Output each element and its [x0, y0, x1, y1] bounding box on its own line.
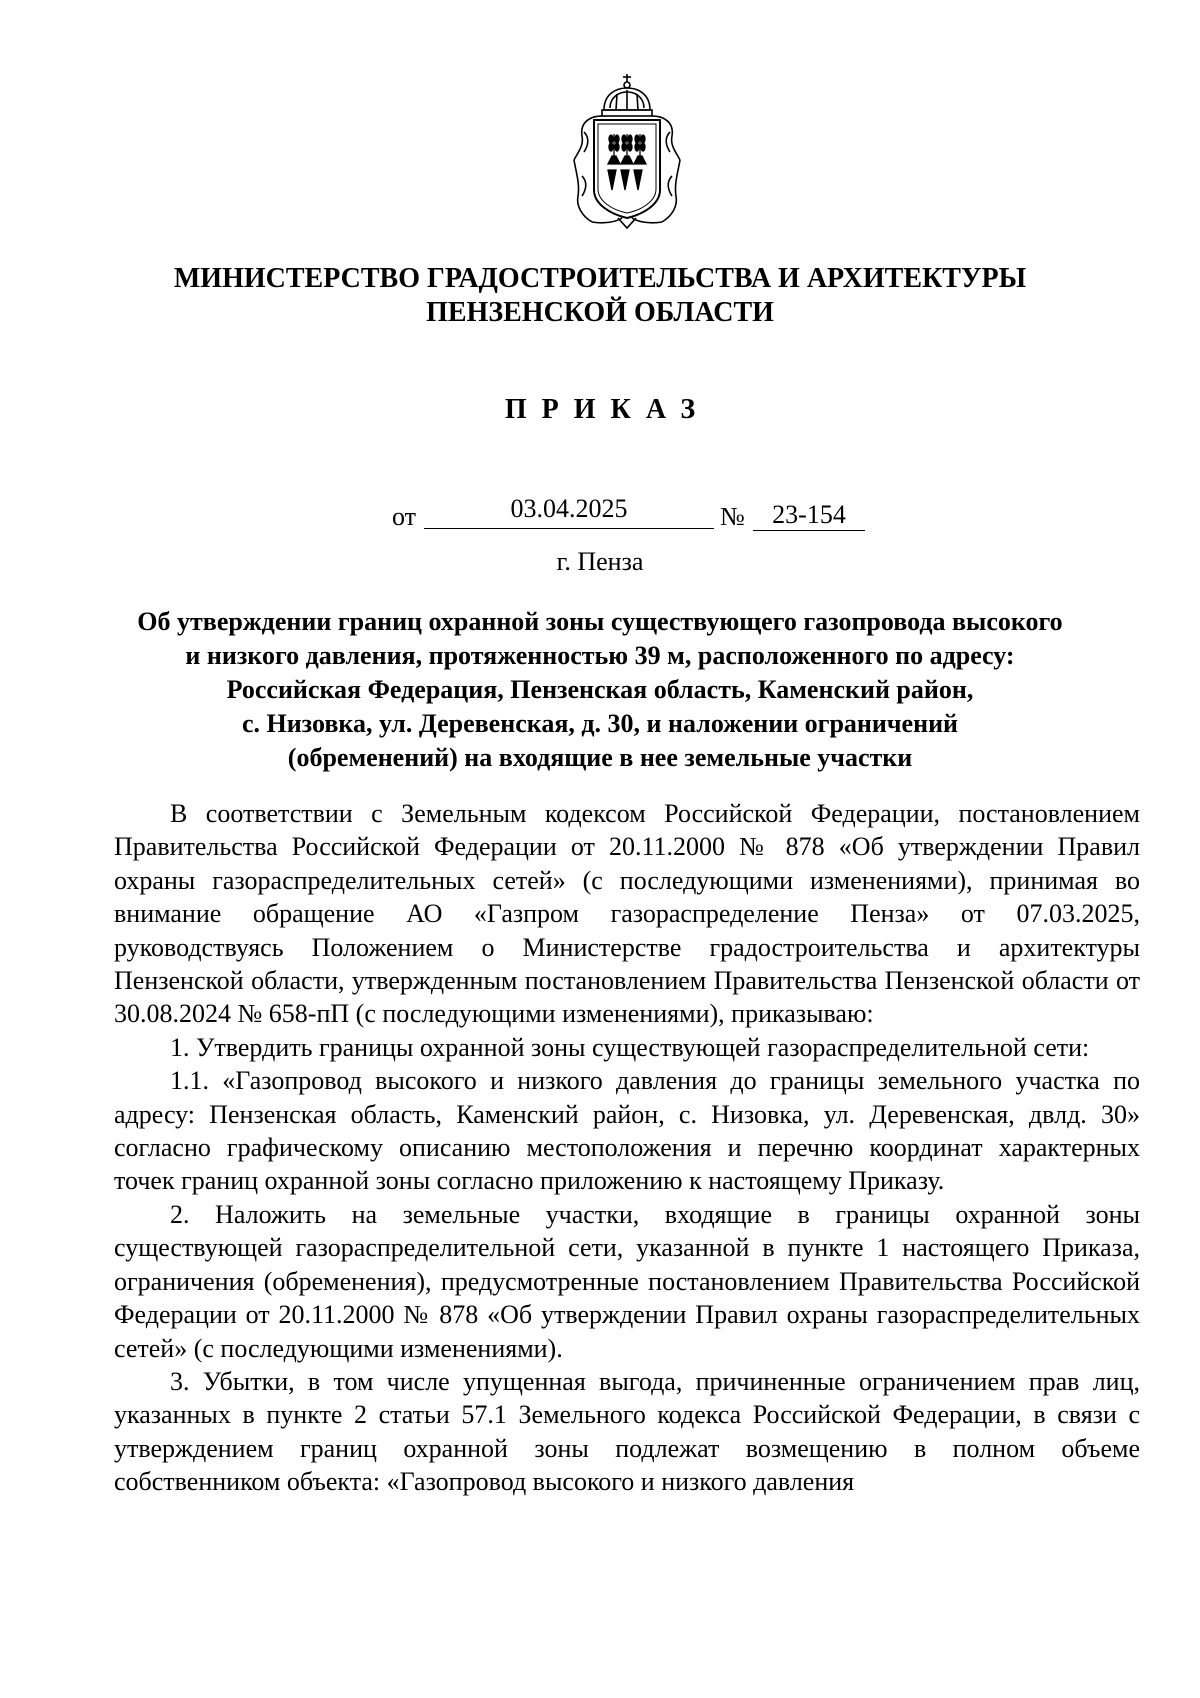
date-label: от	[392, 502, 417, 531]
subject-heading-line4: с. Низовка, ул. Деревенская, д. 30, и наложении ограничений	[241, 709, 959, 738]
ministry-name-line2: ПЕНЗЕНСКОЙ ОБЛАСТИ	[426, 297, 774, 328]
document-body	[114, 797, 1140, 1499]
preamble-paragraph: В соответствии с Земельным кодексом Российской Федерации, постановлением Правительства Российской Федерации от 20.11.2000 № 878 «Об утверждении Правил охраны газораспределительных сетей» (с последующими изменениями), принимая во внимание обращение АО «Газпром газораспределение Пенза» от 07.03.2025, руководствуясь Положением о Министерстве градостроительства и архитектуры Пензенской области, утвержденным постановлением Правительства Пензенской области от 30.08.2024 № 658-пП (с последующими изменениями), приказываю:	[114, 799, 1140, 1029]
item-1-paragraph: 1. Утвердить границы охранной зоны существующей газораспределительной сети:	[170, 1032, 1090, 1062]
city-line: г. Пенза	[556, 547, 644, 576]
item-3-paragraph: 3. Убытки, в том числе упущенная выгода, причиненные ограничением прав лиц, указанных в пункте 2 статьи 57.1 Земельного кодекса Российской Федерации, в связи с утверждением границ охранной зоны подлежат возмещению в полном объеме собственником объекта: «Газопровод высокого и низкого давления	[114, 1366, 1140, 1497]
subject-heading-line2: и низкого давления, протяженностью 39 м, расположенного по адресу:	[185, 641, 1015, 670]
document-type-title: ПРИКАЗ	[504, 394, 711, 425]
number-label: №	[720, 502, 745, 531]
penza-oblast-coat-of-arms-icon	[570, 72, 684, 232]
item-1-1-paragraph: 1.1. «Газопровод высокого и низкого давления до границы земельного участка по адресу: Пензенская область, Каменский район, с. Низовка, ул. Деревенская, двлд. 30» согласно графическому описанию местоположения и перечню координат характерных точек границ охранной зоны согласно приложению к настоящему Приказу.	[114, 1066, 1140, 1196]
subject-heading-line1: Об утверждении границ охранной зоны существующего газопровода высокого	[137, 607, 1063, 636]
ministry-name-line1: МИНИСТЕРСТВО ГРАДОСТРОИТЕЛЬСТВА И АРХИТЕКТУРЫ	[173, 263, 1027, 294]
subject-heading-line3: Российская Федерация, Пензенская область, Каменский район,	[226, 675, 974, 704]
subject-heading-line5: (обременений) на входящие в нее земельные участки	[287, 743, 913, 772]
item-2-paragraph: 2. Наложить на земельные участки, входящие в границы охранной зоны существующей газораспределительной сети, указанной в пункте 1 настоящего Приказа, ограничения (обременения), предусмотренные постановлением Правительства Российской Федерации от 20.11.2000 № 878 «Об утверждении Правил охраны газораспределительных сетей» (с последующими изменениями).	[114, 1199, 1140, 1363]
document-number-field: 23-154	[753, 500, 865, 531]
document-date-field: 03.04.2025	[424, 494, 714, 529]
